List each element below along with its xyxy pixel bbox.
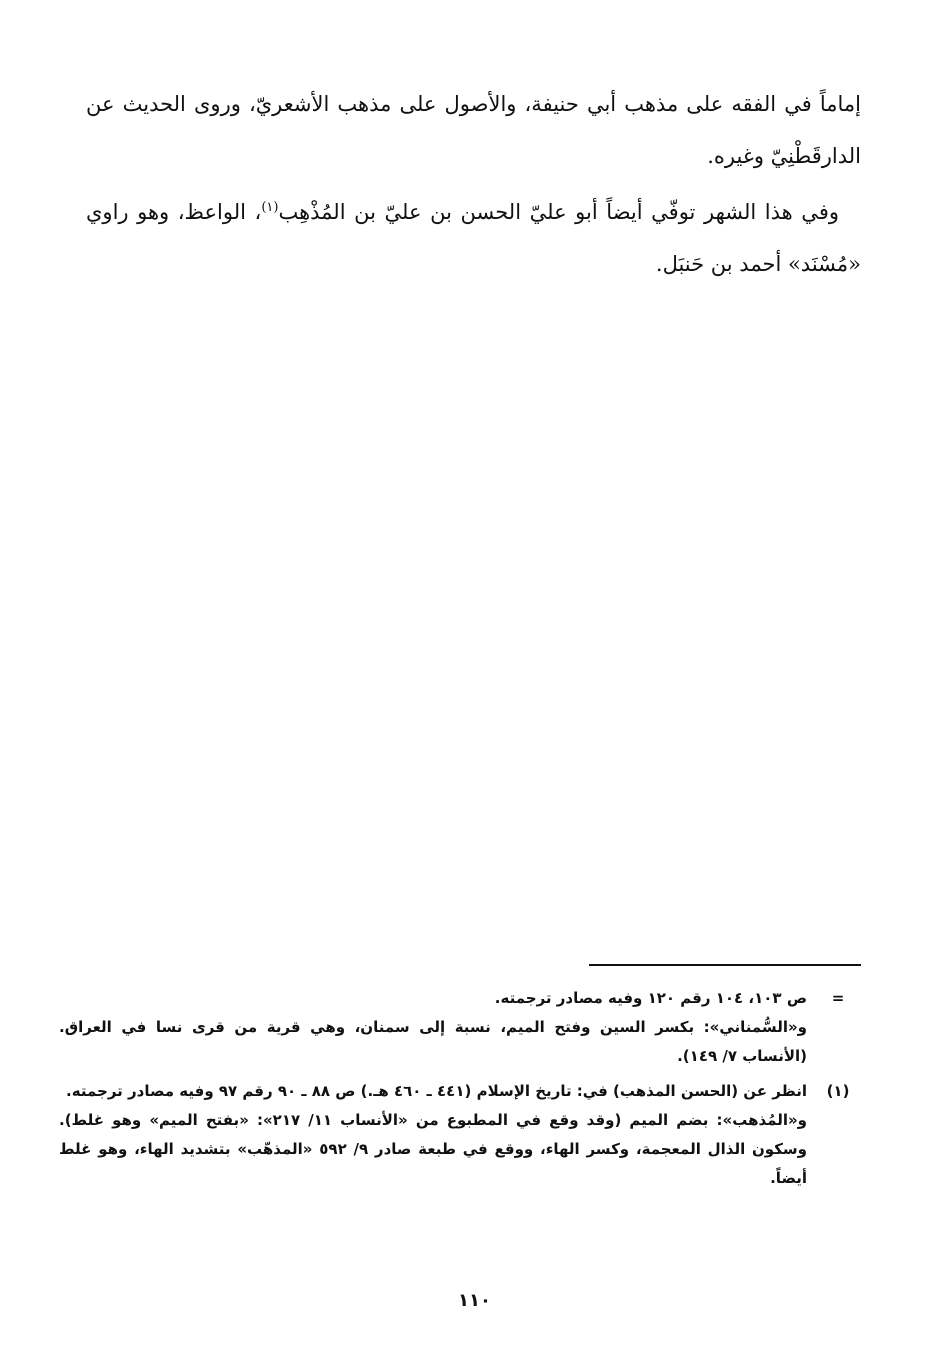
footnote-1-marker: (١) (826, 1082, 850, 1100)
main-text-block (86, 78, 861, 290)
footnote-separator (589, 964, 861, 966)
paragraph-2-text-start: وفي هذا الشهر توفّي أيضاً أبو عليّ الحسن بن عليّ بن المُذْهِب (278, 200, 839, 224)
footnote-continuation-body (59, 984, 807, 1071)
footnote-1 (59, 1077, 869, 1193)
footnotes-section (59, 984, 869, 1193)
footnote-continuation (59, 984, 869, 1071)
footnote-1-body (59, 1077, 807, 1193)
footnote-1-line-2: و«المُذهب»: بضم الميم (وقد وقع في المطبوع من «الأنساب ١١/ ٢١٧»: «بفتح الميم» وهو غلط). وسكون الذال المعجمة، وكسر الهاء، ووقع في طبعة صادر ٩/ ٥٩٢ «المذهّب» بتشديد الهاء، وهو غلط أيضاً. (59, 1111, 808, 1187)
footnote-reference-1: (١) (261, 200, 279, 215)
footnote-continuation-marker: = (831, 989, 845, 1007)
paragraph-2 (86, 186, 861, 290)
footnote-1-line-1: انظر عن (الحسن المذهب) في: تاريخ الإسلام (٤٤١ ـ ٤٦٠ هـ.) ص ٨٨ ـ ٩٠ رقم ٩٧ وفيه مصادر ترجمته. (66, 1082, 807, 1100)
paragraph-2-text-end: ، الواعظ، وهو راوي «مُسْنَد» أحمد بن حَنبَل. (86, 200, 861, 276)
page-number: ١١٠ (458, 1290, 491, 1311)
paragraph-1: إماماً في الفقه على مذهب أبي حنيفة، والأصول على مذهب الأشعريّ، وروى الحديث عن الدارقَطْنِيّ وغيره. (86, 92, 861, 168)
footnote-continuation-line-1: ص ١٠٣، ١٠٤ رقم ١٢٠ وفيه مصادر ترجمته. (494, 989, 807, 1007)
footnote-continuation-line-2: و«السُّمناني»: بكسر السين وفتح الميم، نسبة إلى سمنان، وهي قرية من قرى نسا في العراق. (الأنساب ٧/ ١٤٩). (59, 1018, 807, 1065)
